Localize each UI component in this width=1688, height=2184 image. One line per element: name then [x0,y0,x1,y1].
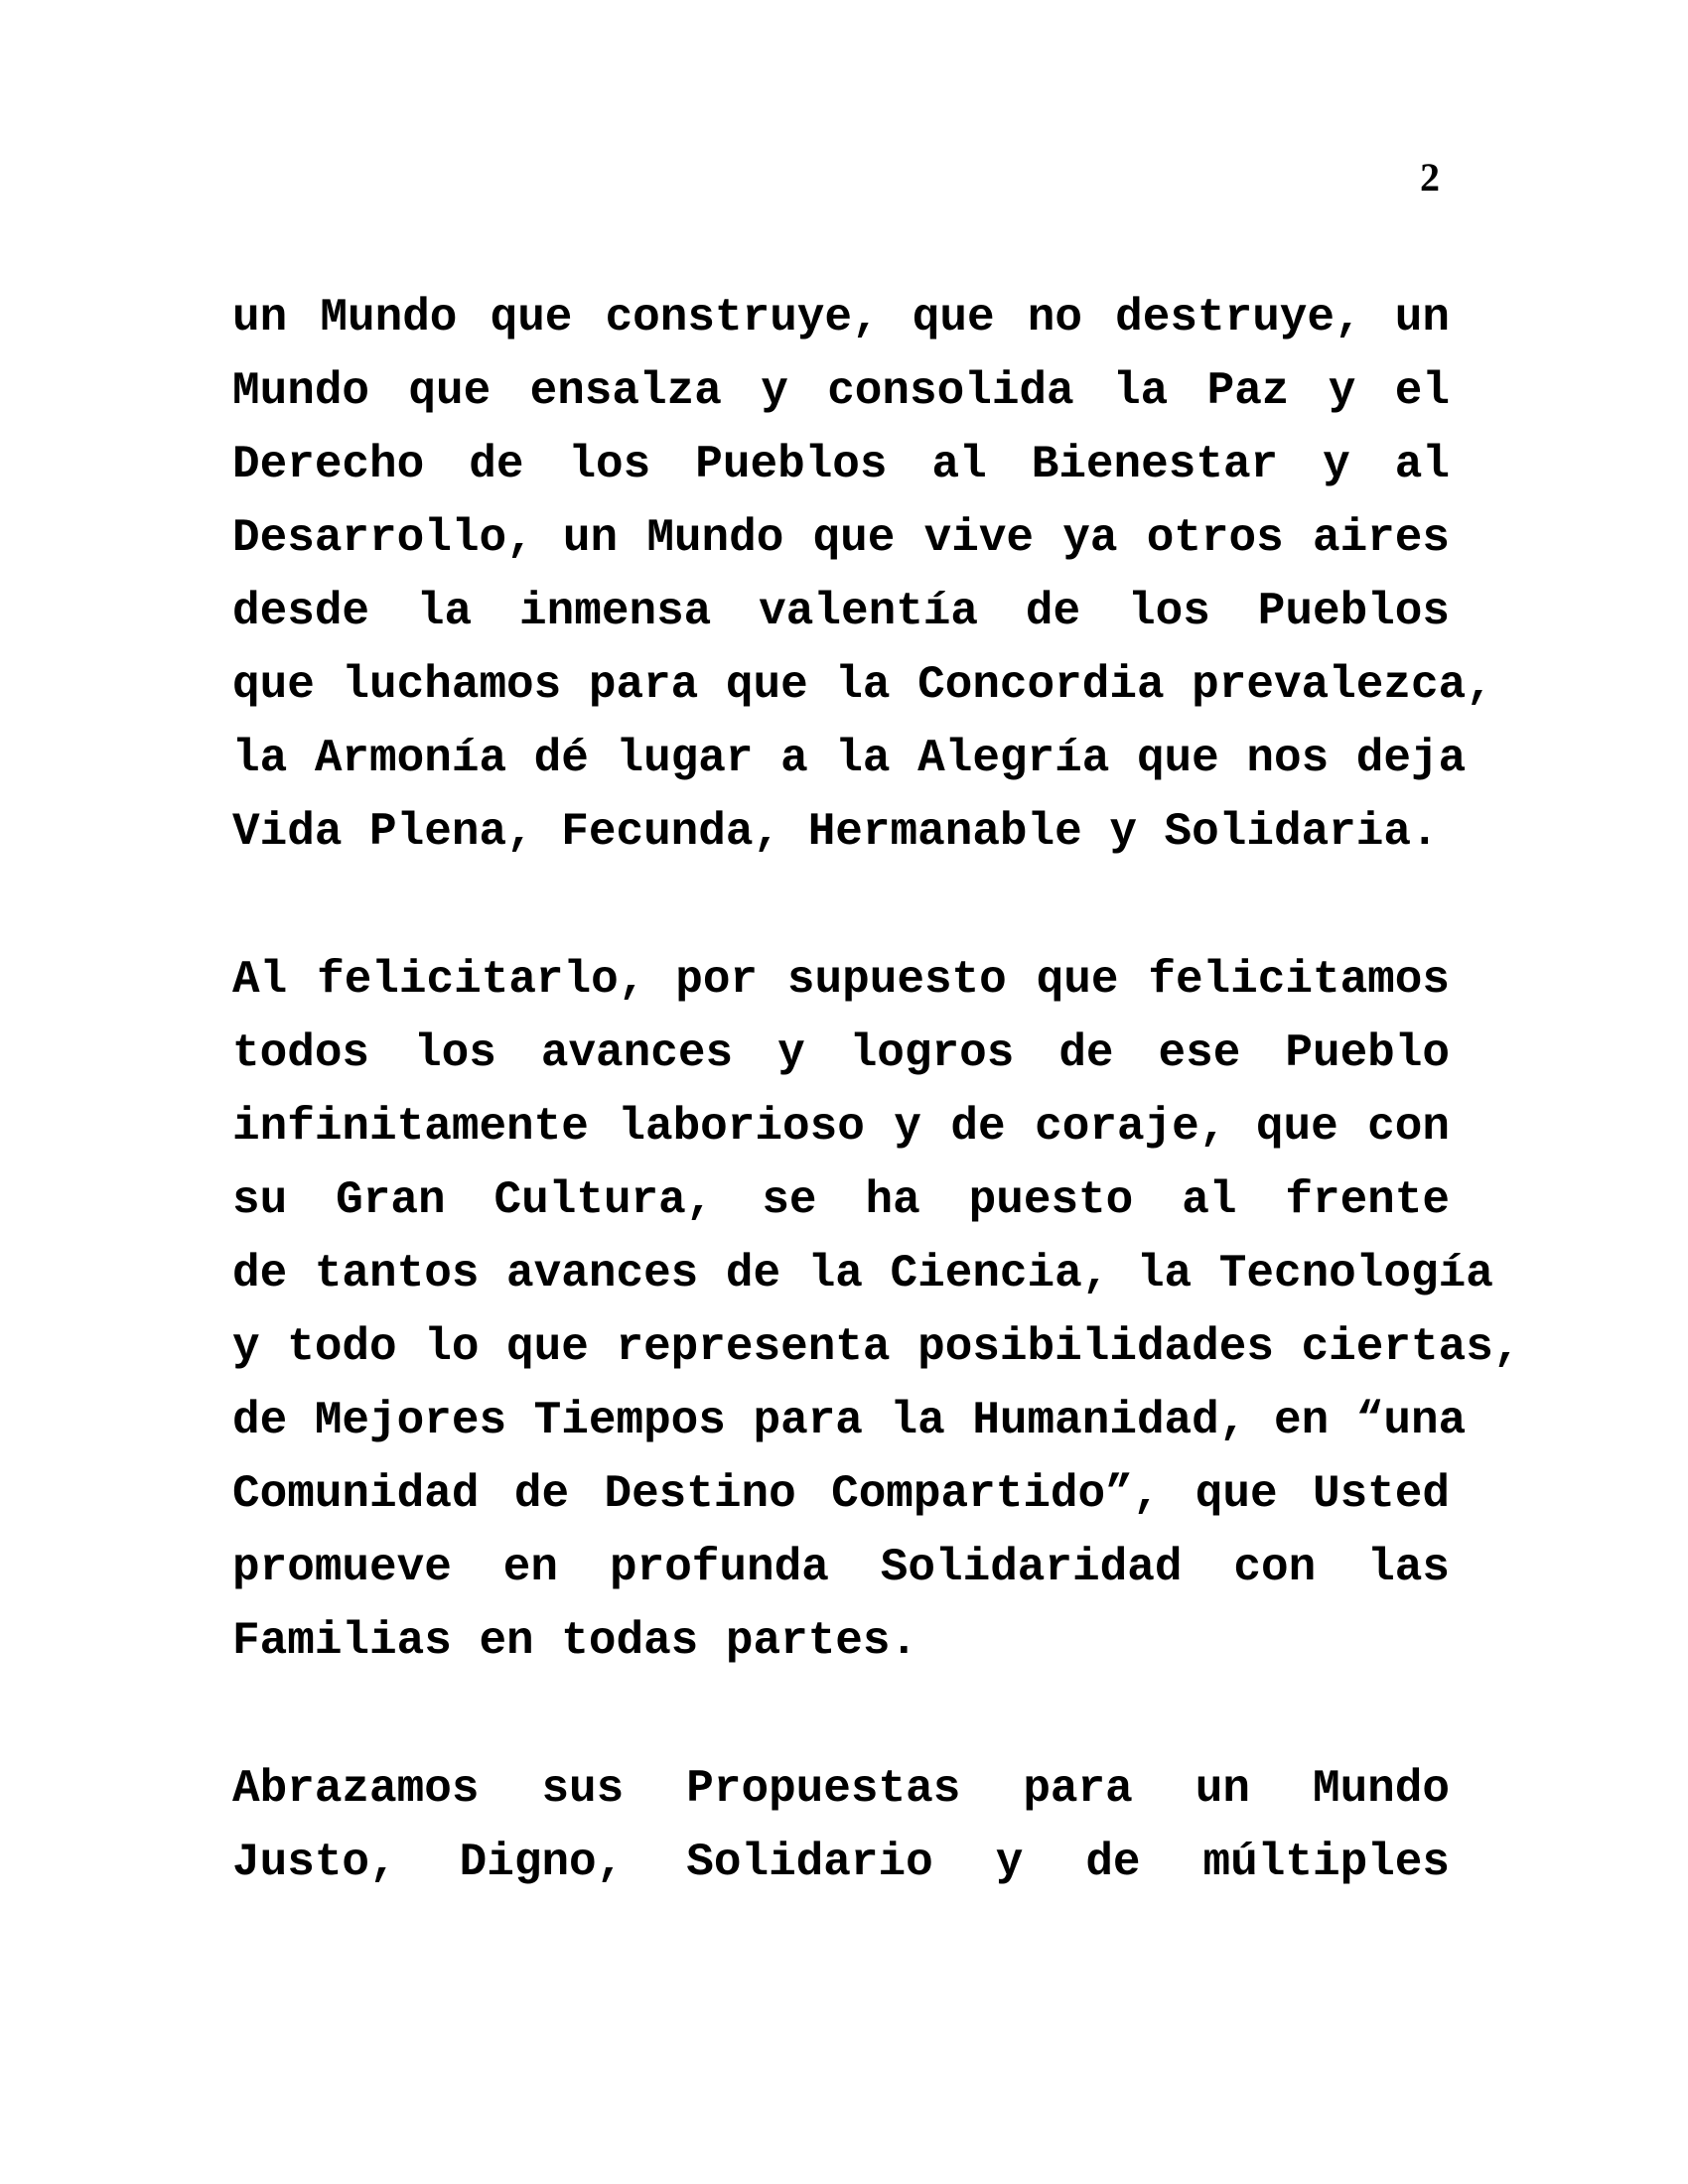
text-line: promueve en profunda Solidaridad con las [232,1542,1450,1593]
text-line: Comunidad de Destino Compartido”, que Usted [232,1468,1450,1520]
text-line: desde la inmensa valentía de los Pueblos [232,586,1450,637]
text-line: Abrazamos sus Propuestas para un Mundo [232,1763,1450,1815]
text-line: su Gran Cultura, se ha puesto al frente [232,1174,1450,1226]
text-line: Al felicitarlo, por supuesto que felicitamos [232,954,1450,1006]
text-line: Desarrollo, un Mundo que vive ya otros aires [232,512,1450,564]
text-line: de tantos avances de la Ciencia, la Tecnología [232,1248,1493,1299]
text-line: infinitamente laborioso y de coraje, que con [232,1101,1450,1153]
text-line: Mundo que ensalza y consolida la Paz y el [232,365,1450,417]
text-line: y todo lo que representa posibilidades ciertas, [232,1321,1521,1373]
text-line: Familias en todas partes. [232,1615,918,1667]
text-line: de Mejores Tiempos para la Humanidad, en “una [232,1395,1467,1446]
text-line: Justo, Digno, Solidario y de múltiples [232,1837,1450,1888]
page-number: 2 [1420,155,1440,200]
text-line: Vida Plena, Fecunda, Hermanable y Solidaria. [232,806,1439,858]
text-line: todos los avances y logros de ese Pueblo [232,1027,1450,1079]
text-line: un Mundo que construye, que no destruye, un [232,292,1450,343]
text-line: que luchamos para que la Concordia prevalezca, [232,659,1493,711]
text-line: Derecho de los Pueblos al Bienestar y al [232,439,1450,490]
text-line: la Armonía dé lugar a la Alegría que nos deja [232,733,1467,784]
